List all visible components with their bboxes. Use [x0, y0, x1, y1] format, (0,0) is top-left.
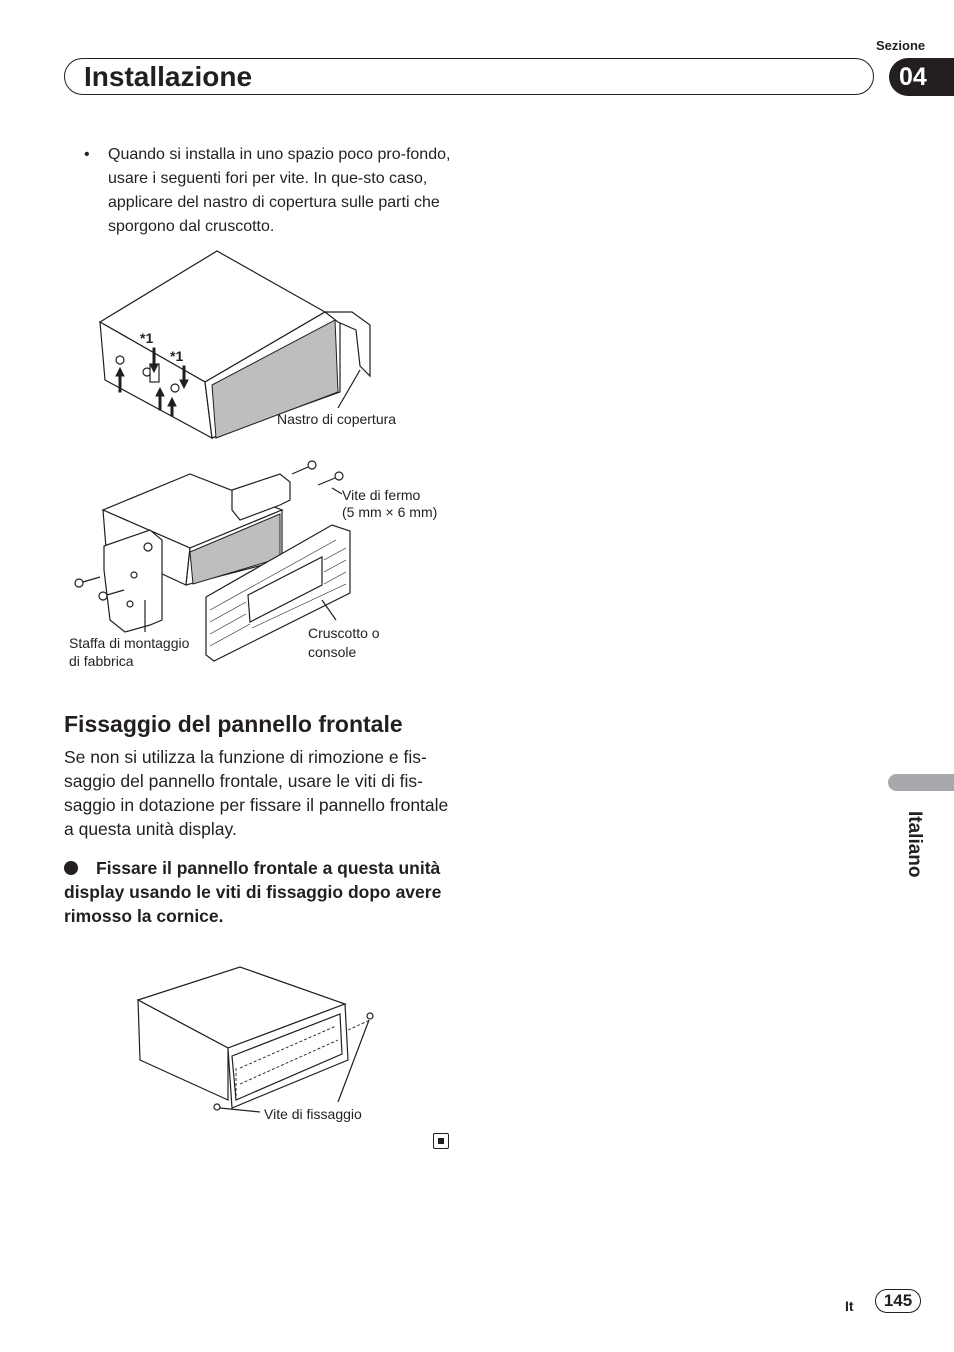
page-number: 145 — [875, 1289, 921, 1313]
label-fixing-screw: Vite di fissaggio — [264, 1106, 362, 1122]
bullet-marker: • — [84, 146, 90, 163]
mark-asterisk-1: *1 — [140, 330, 154, 346]
language-code: It — [845, 1298, 854, 1314]
mark-asterisk-1: *1 — [170, 348, 184, 364]
section-label: Sezione — [876, 38, 926, 53]
page-title: Installazione — [84, 61, 253, 92]
bullet-text: Quando si installa in uno spazio poco pro-fondo, usare i seguenti fori per vite. In que-sto caso, applicare del nastro di copertura sulle parti che sporgono dal cruscotto. — [108, 146, 451, 235]
step-instruction: Fissare il pannello frontale a questa unità display usando le viti di fissaggio dopo avere rimosso la cornice. — [64, 858, 442, 926]
label-dashboard: Cruscotto o — [308, 625, 380, 641]
label-dashboard-line2: console — [308, 644, 357, 660]
language-label: Italiano — [904, 811, 925, 878]
section-paragraph: Se non si utilizza la funzione di rimozione e fis-saggio del pannello frontale, usare le viti di fis-saggio in dotazione per fissare il pannello frontale a questa unità display. — [64, 747, 449, 839]
language-tab — [888, 774, 954, 791]
label-factory-bracket-line2: di fabbrica — [69, 653, 134, 669]
label-factory-bracket: Staffa di montaggio — [69, 635, 190, 651]
section-heading: Fissaggio del pannello frontale — [64, 711, 403, 737]
label-retaining-screw-size: (5 mm × 6 mm) — [342, 504, 438, 520]
end-of-section-icon — [433, 1133, 449, 1149]
label-cover-tape: Nastro di copertura — [277, 411, 397, 427]
section-number-badge: 04 — [889, 58, 954, 96]
label-retaining-screw: Vite di fermo — [342, 487, 421, 503]
